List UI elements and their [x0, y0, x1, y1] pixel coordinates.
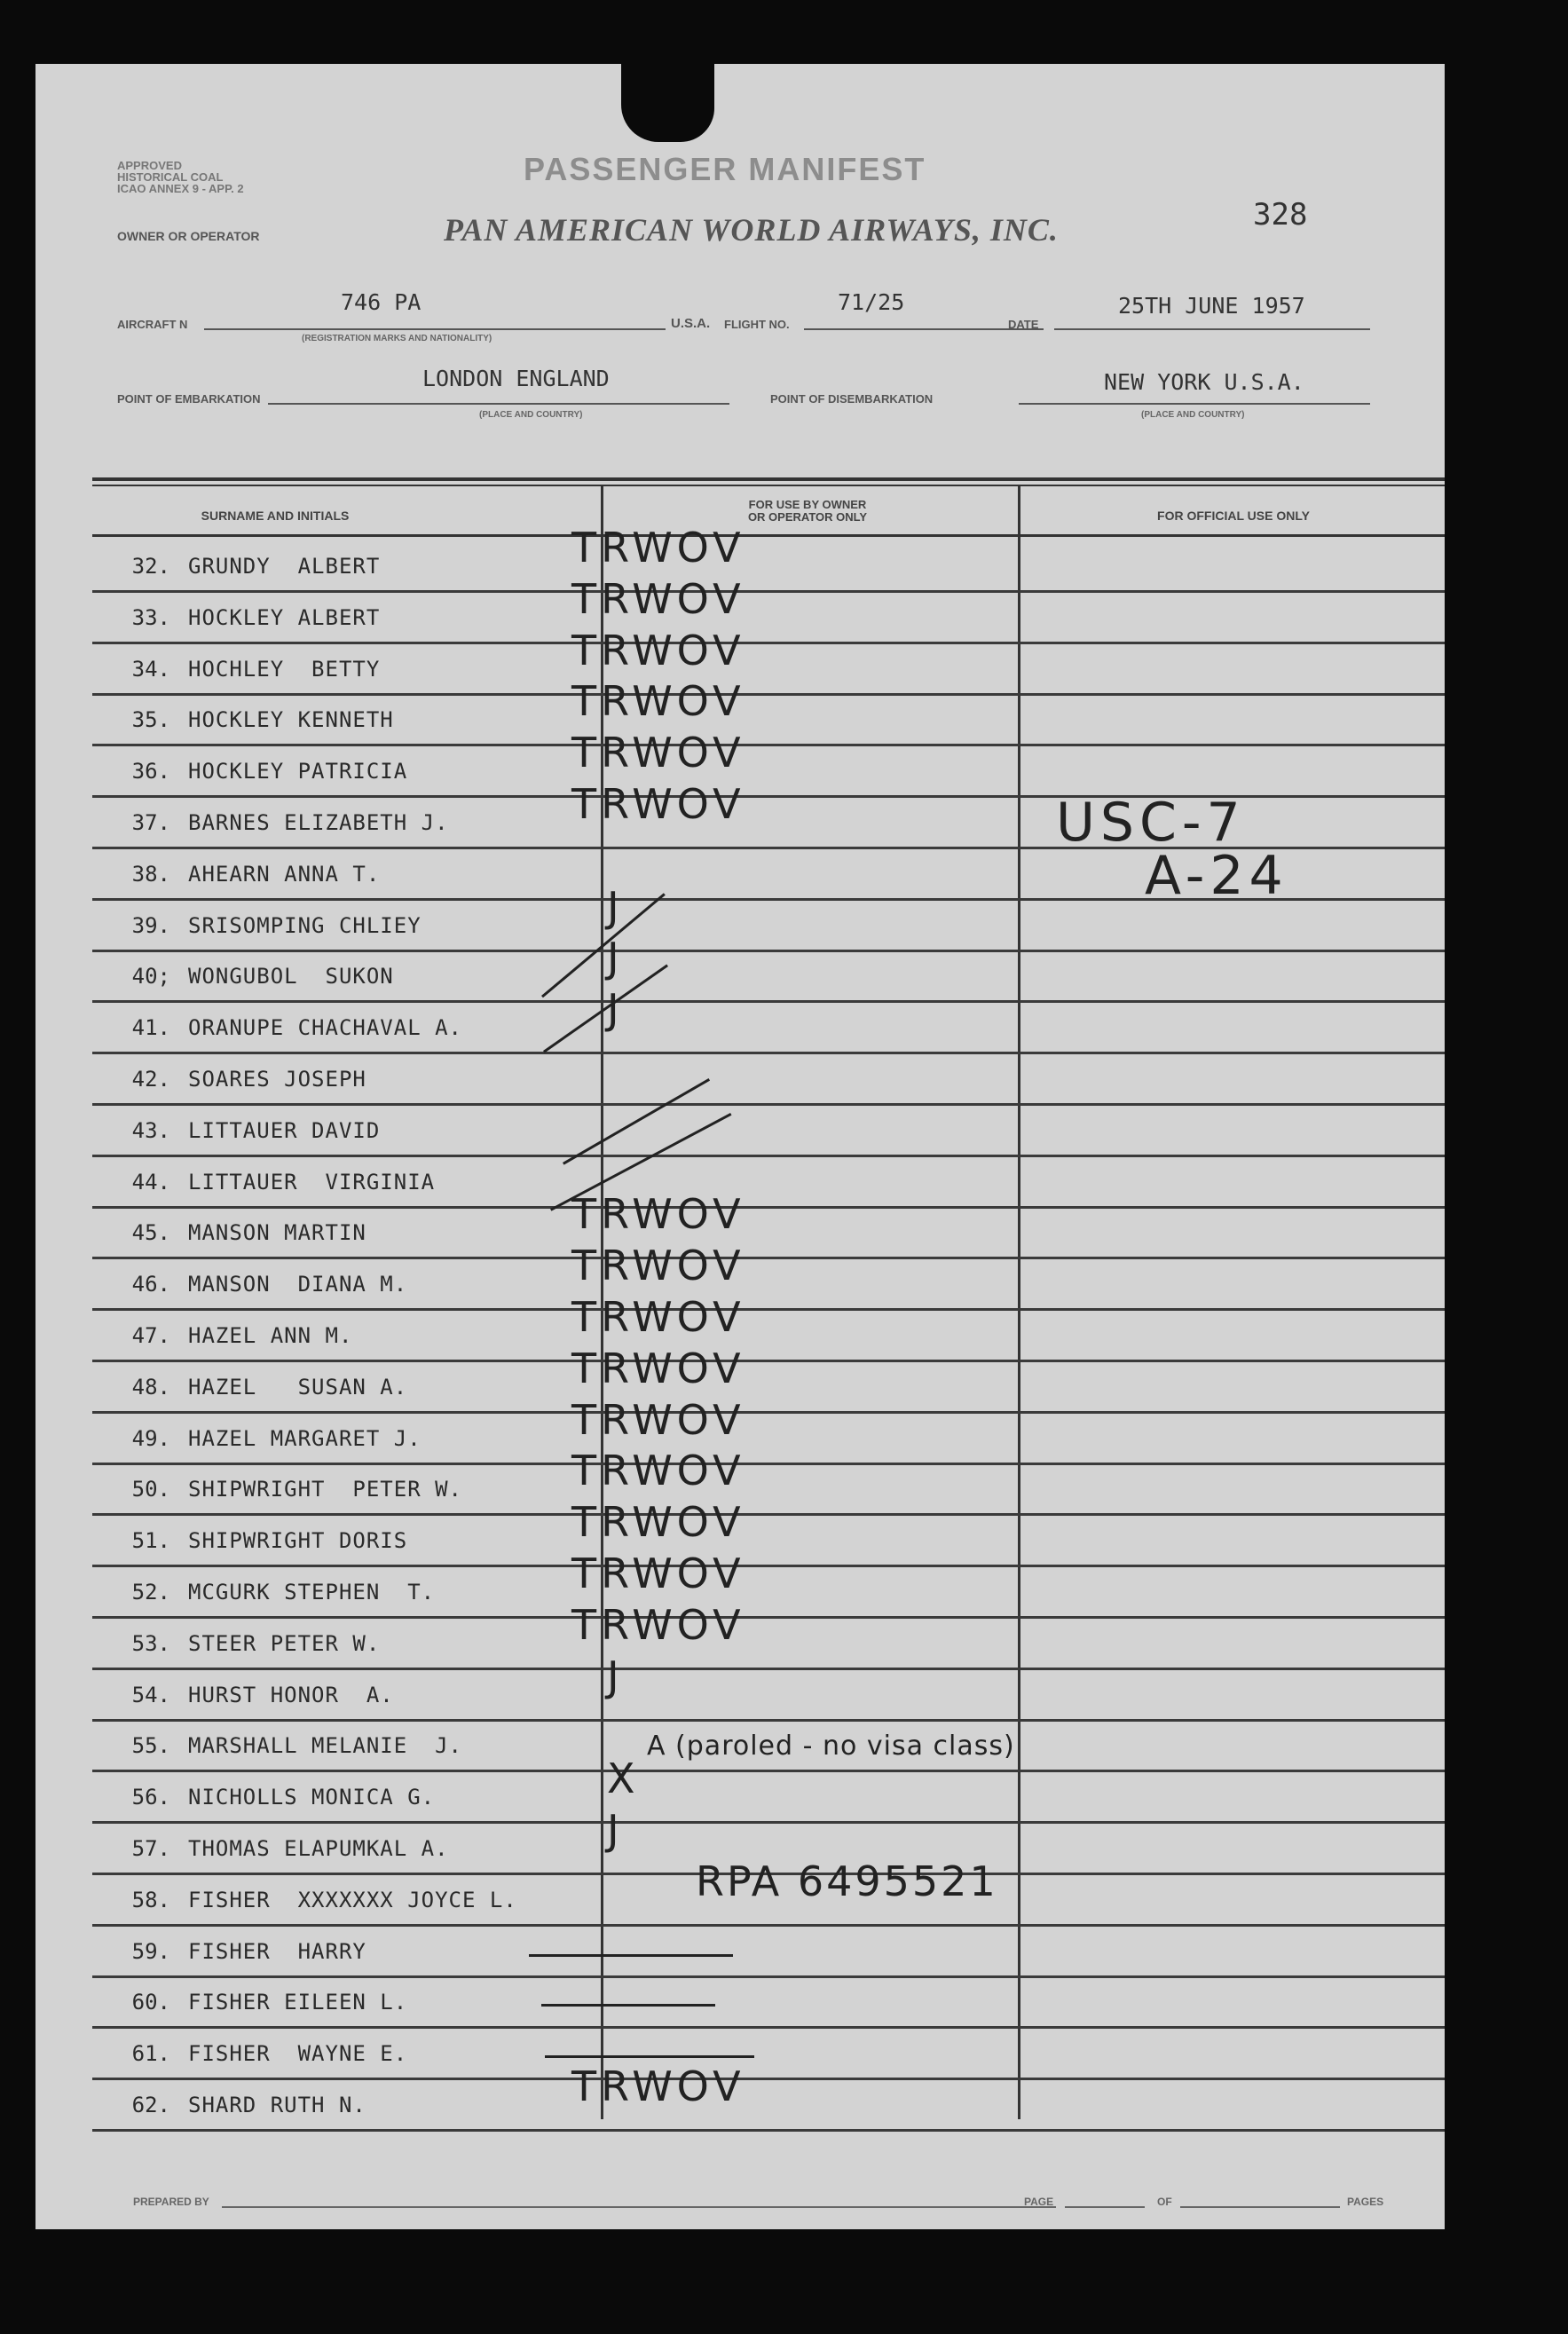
passenger-name: FISHER XXXXXXX JOYCE L. — [188, 1888, 517, 1912]
passenger-name: MANSON MARTIN — [188, 1220, 366, 1245]
passenger-name: BARNES ELIZABETH J. — [188, 810, 449, 835]
aircraft-sub-label: (REGISTRATION MARKS AND NATIONALITY) — [302, 334, 492, 343]
dash-mark — [529, 1954, 733, 1957]
row-number: 52. — [131, 1580, 170, 1605]
row-number: 45. — [131, 1220, 170, 1245]
passenger-name: FISHER EILEEN L. — [188, 1990, 408, 2015]
row-number: 46. — [131, 1272, 170, 1297]
embarkation-underline — [268, 403, 729, 405]
owner-mark: J — [607, 883, 624, 931]
owner-mark: TRWOV — [571, 677, 745, 725]
row-number: 35. — [131, 707, 170, 732]
date-value: 25TH JUNE 1957 — [1118, 293, 1305, 319]
disembarkation-label: POINT OF DISEMBARKATION — [770, 392, 934, 406]
passenger-name: HOCKLEY ALBERT — [188, 605, 381, 630]
dash-mark — [541, 2004, 715, 2007]
passenger-name: GRUNDY ALBERT — [188, 554, 381, 579]
embarkation-label: POINT OF EMBARKATION — [117, 392, 261, 406]
prepared-by-line — [222, 2206, 1056, 2208]
row-number: 59. — [131, 1939, 170, 1964]
prepared-by-label: PREPARED BY — [133, 2196, 209, 2208]
owner-mark: TRWOV — [571, 1242, 745, 1289]
passenger-name: HURST HONOR A. — [188, 1683, 394, 1707]
aircraft-label: AIRCRAFT N — [117, 318, 188, 331]
flight-value: 71/25 — [838, 289, 905, 315]
passenger-name: HOCKLEY KENNETH — [188, 707, 394, 732]
owner-mark: J — [607, 1806, 624, 1854]
row-number: 55. — [131, 1733, 170, 1758]
sheet-number: 328 — [1253, 197, 1308, 233]
form-id-stamp: APPROVED HISTORICAL COAL ICAO ANNEX 9 - APP. 2 — [117, 159, 244, 195]
disembarkation-sub-label: (PLACE AND COUNTRY) — [1141, 410, 1245, 420]
table-top-rule-thin — [92, 485, 1445, 486]
table-row — [92, 1293, 1445, 1362]
owner-mark: TRWOV — [571, 627, 745, 674]
passenger-name: AHEARN ANNA T. — [188, 862, 381, 887]
table-row — [92, 1549, 1445, 1619]
passenger-name: MANSON DIANA M. — [188, 1272, 408, 1297]
passenger-name: LITTAUER DAVID — [188, 1118, 381, 1143]
table-row — [92, 1719, 1445, 1772]
of-label: OF — [1157, 2196, 1172, 2208]
table-row — [92, 1652, 1445, 1722]
row-number: 42. — [131, 1067, 170, 1092]
owner-mark: X — [607, 1754, 640, 1802]
row-number: 41. — [131, 1015, 170, 1040]
pages-line — [1180, 2206, 1340, 2208]
official-note-line2: A-24 — [1145, 845, 1288, 907]
row-number: 60. — [131, 1990, 170, 2015]
table-row — [92, 1155, 1445, 1209]
passenger-name: SOARES JOSEPH — [188, 1067, 366, 1092]
owner-mark: J — [607, 1652, 624, 1700]
passenger-name: HOCKLEY PATRICIA — [188, 759, 408, 784]
passenger-name: FISHER WAYNE E. — [188, 2041, 408, 2066]
page-title: PASSENGER MANIFEST — [524, 151, 926, 187]
passenger-name: FISHER HARRY — [188, 1939, 366, 1964]
table-row — [92, 1857, 1445, 1927]
row-number: 51. — [131, 1528, 170, 1553]
owner-mark: TRWOV — [571, 780, 745, 828]
row-number: 34. — [131, 657, 170, 682]
disembarkation-underline — [1019, 403, 1370, 405]
torn-hole — [621, 64, 714, 142]
owner-use-column-header: FOR USE BY OWNER OR OPERATOR ONLY — [747, 498, 868, 524]
passenger-name: WONGUBOL SUKON — [188, 964, 394, 989]
row-number: 53. — [131, 1631, 170, 1656]
disembarkation-value: NEW YORK U.S.A. — [1104, 369, 1304, 395]
row-number: 33. — [131, 605, 170, 630]
row-number: 36. — [131, 759, 170, 784]
owner-mark: TRWOV — [571, 1293, 745, 1341]
table-row — [92, 627, 1445, 696]
row-number: 32. — [131, 554, 170, 579]
table-top-rule — [92, 477, 1445, 481]
row-number: 62. — [131, 2093, 170, 2117]
table-row — [92, 934, 1445, 1003]
owner-mark: TRWOV — [571, 1601, 745, 1649]
owner-mark: J — [607, 985, 624, 1033]
table-row — [92, 524, 1445, 593]
owner-mark: TRWOV — [571, 1447, 745, 1494]
owner-label: OWNER OR OPERATOR — [117, 229, 260, 243]
owner-mark: RPA 6495521 — [696, 1857, 998, 1905]
table-row — [92, 1396, 1445, 1465]
manifest-sheet — [35, 64, 1445, 2229]
owner-mark: A (paroled - no visa class) — [647, 1731, 1015, 1762]
row-number: 40; — [131, 964, 170, 989]
nationality: U.S.A. — [671, 316, 711, 331]
owner-mark: TRWOV — [571, 1190, 745, 1238]
owner-mark: TRWOV — [571, 2062, 745, 2110]
owner-mark: TRWOV — [571, 1498, 745, 1546]
aircraft-value: 746 PA — [341, 289, 422, 315]
embarkation-value: LONDON ENGLAND — [422, 366, 610, 391]
table-row — [92, 575, 1445, 644]
row-number: 50. — [131, 1477, 170, 1502]
passenger-name: HAZEL MARGARET J. — [188, 1426, 422, 1451]
airline-name: PAN AMERICAN WORLD AIRWAYS, INC. — [444, 212, 1059, 248]
table-row — [92, 1053, 1445, 1106]
owner-mark: TRWOV — [571, 729, 745, 777]
table-row — [92, 677, 1445, 746]
table-row — [92, 1447, 1445, 1516]
aircraft-underline — [204, 328, 666, 330]
passenger-name: THOMAS ELAPUMKAL A. — [188, 1836, 449, 1861]
surname-column-header: SURNAME AND INITIALS — [201, 509, 350, 523]
table-row — [92, 883, 1445, 952]
header-bottom-rule — [92, 534, 1445, 537]
owner-mark: TRWOV — [571, 575, 745, 623]
passenger-name: HAZEL ANN M. — [188, 1323, 353, 1348]
table-row — [92, 985, 1445, 1054]
passenger-name: MARSHALL MELANIE J. — [188, 1733, 462, 1758]
row-number: 58. — [131, 1888, 170, 1912]
flight-label: FLIGHT NO. — [724, 318, 790, 331]
owner-mark: TRWOV — [571, 1549, 745, 1597]
passenger-name: STEER PETER W. — [188, 1631, 381, 1656]
owner-mark: TRWOV — [571, 1396, 745, 1444]
row-number: 49. — [131, 1426, 170, 1451]
table-row — [92, 1190, 1445, 1259]
passenger-name: ORANUPE CHACHAVAL A. — [188, 1015, 462, 1040]
official-note-line1: USC-7 — [1056, 792, 1246, 854]
table-row — [92, 1104, 1445, 1157]
row-number: 44. — [131, 1170, 170, 1195]
table-row — [92, 729, 1445, 798]
row-number: 39. — [131, 913, 170, 938]
table-row — [92, 1601, 1445, 1670]
passenger-name: HOCHLEY BETTY — [188, 657, 381, 682]
passenger-name: LITTAUER VIRGINIA — [188, 1170, 436, 1195]
table-row — [92, 1498, 1445, 1567]
table-row — [92, 1754, 1445, 1824]
passenger-name: HAZEL SUSAN A. — [188, 1375, 408, 1400]
passenger-name: SHARD RUTH N. — [188, 2093, 366, 2117]
table-row — [92, 1925, 1445, 1978]
date-underline — [1054, 328, 1370, 330]
page-line — [1065, 2206, 1145, 2208]
row-number: 37. — [131, 810, 170, 835]
table-row — [92, 2062, 1445, 2132]
passenger-name: MCGURK STEPHEN T. — [188, 1580, 436, 1605]
table-row — [92, 1344, 1445, 1414]
passenger-name: SRISOMPING CHLIEY — [188, 913, 422, 938]
passenger-name: SHIPWRIGHT DORIS — [188, 1528, 408, 1553]
pages-label: PAGES — [1347, 2196, 1384, 2208]
row-number: 57. — [131, 1836, 170, 1861]
row-number: 47. — [131, 1323, 170, 1348]
passenger-name: SHIPWRIGHT PETER W. — [188, 1477, 462, 1502]
owner-mark: TRWOV — [571, 1344, 745, 1392]
table-row — [92, 2027, 1445, 2080]
date-label: DATE — [1008, 318, 1039, 331]
row-number: 56. — [131, 1785, 170, 1810]
owner-mark: J — [607, 934, 624, 982]
embarkation-sub-label: (PLACE AND COUNTRY) — [479, 410, 583, 420]
row-number: 61. — [131, 2041, 170, 2066]
official-use-column-header: FOR OFFICIAL USE ONLY — [1157, 509, 1310, 523]
passenger-name: NICHOLLS MONICA G. — [188, 1785, 436, 1810]
table-row — [92, 1975, 1445, 2029]
table-row — [92, 1242, 1445, 1311]
dash-mark — [545, 2055, 754, 2058]
owner-mark: TRWOV — [571, 524, 745, 572]
row-number: 38. — [131, 862, 170, 887]
row-number: 43. — [131, 1118, 170, 1143]
page-label: PAGE — [1024, 2196, 1054, 2208]
row-number: 48. — [131, 1375, 170, 1400]
row-number: 54. — [131, 1683, 170, 1707]
